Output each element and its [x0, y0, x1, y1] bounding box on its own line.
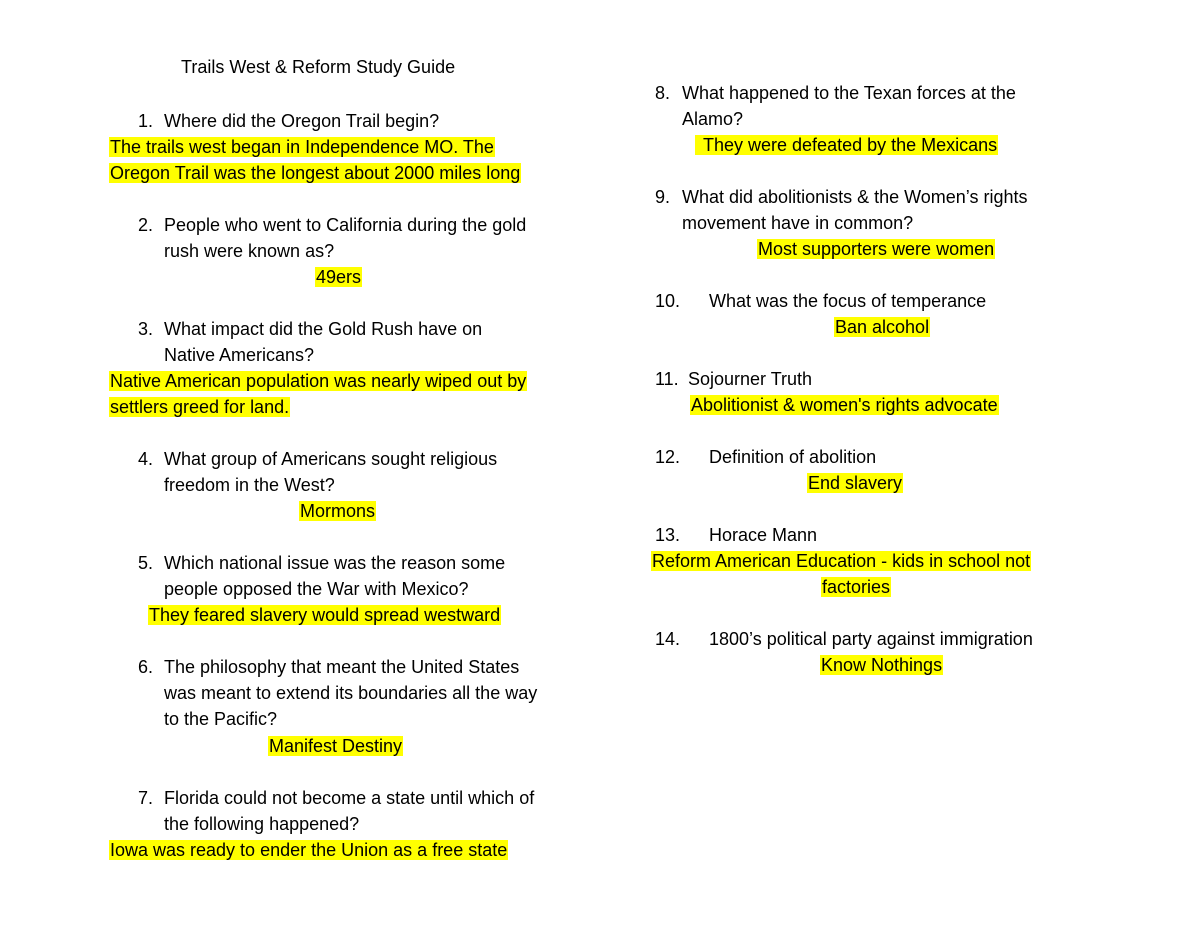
page-title: Trails West & Reform Study Guide	[181, 57, 456, 77]
answer-text: 49ers	[316, 267, 362, 287]
answer-text: They feared slavery would spread westward	[149, 605, 501, 625]
answer-text: End slavery	[808, 473, 903, 493]
answer-text: Most supporters were women	[758, 239, 995, 259]
question-text: What happened to the Texan forces at the	[682, 83, 1016, 103]
question-number: 12.	[655, 447, 681, 467]
question-text: Where did the Oregon Trail begin?	[164, 111, 440, 131]
question-text: Horace Mann	[709, 525, 818, 545]
question-text: the following happened?	[164, 814, 360, 834]
answer-text: Ban alcohol	[835, 317, 930, 337]
question-number: 5.	[138, 553, 154, 573]
question-number: 9.	[655, 187, 671, 207]
answer-text: Reform American Education - kids in school not	[652, 551, 1031, 571]
question-text: The philosophy that meant the United States	[164, 657, 520, 677]
question-number: 3.	[138, 319, 154, 339]
question-text: What was the focus of temperance	[709, 291, 987, 311]
answer-text: They were defeated by the Mexicans	[695, 132, 998, 158]
question-number: 4.	[138, 449, 154, 469]
question-number: 13.	[655, 525, 681, 545]
question-text: People who went to California during the gold	[164, 215, 527, 235]
question-text: Which national issue was the reason some	[164, 553, 506, 573]
question-text: Sojourner Truth	[688, 369, 813, 389]
answer-text: Know Nothings	[821, 655, 943, 675]
answer-text: Native American population was nearly wiped out by	[110, 371, 527, 391]
question-text: Definition of abolition	[709, 447, 877, 467]
question-text: rush were known as?	[164, 241, 335, 261]
answer-text: Manifest Destiny	[269, 736, 403, 756]
question-text: 1800’s political party against immigration	[709, 629, 1033, 649]
answer-text: factories	[822, 577, 891, 597]
answer-text: Oregon Trail was the longest about 2000 miles long	[110, 163, 521, 183]
question-number: 10.	[655, 291, 681, 311]
question-text: What did abolitionists & the Women’s rights	[682, 187, 1028, 207]
answer-text: settlers greed for land.	[110, 397, 290, 417]
question-text: freedom in the West?	[164, 475, 335, 495]
question-text: was meant to extend its boundaries all the way	[164, 683, 538, 703]
question-number: 8.	[655, 83, 671, 103]
answer-text: Iowa was ready to ender the Union as a free state	[110, 840, 508, 860]
question-text: Native Americans?	[164, 345, 315, 365]
question-number: 1.	[138, 111, 154, 131]
question-text: Alamo?	[682, 109, 744, 129]
question-number: 2.	[138, 215, 154, 235]
answer-text: Mormons	[300, 501, 376, 521]
answer-text: The trails west began in Independence MO. The	[110, 137, 494, 157]
question-text: people opposed the War with Mexico?	[164, 579, 469, 599]
question-text: What group of Americans sought religious	[164, 449, 498, 469]
question-text: movement have in common?	[682, 213, 914, 233]
question-text: What impact did the Gold Rush have on	[164, 319, 483, 339]
question-number: 14.	[655, 629, 681, 649]
question-text: to the Pacific?	[164, 709, 278, 729]
question-text: Florida could not become a state until which of	[164, 788, 535, 808]
question-number: 7.	[138, 788, 154, 808]
question-number: 11.	[655, 369, 679, 389]
question-number: 6.	[138, 657, 154, 677]
answer-text: Abolitionist & women's rights advocate	[691, 395, 998, 415]
